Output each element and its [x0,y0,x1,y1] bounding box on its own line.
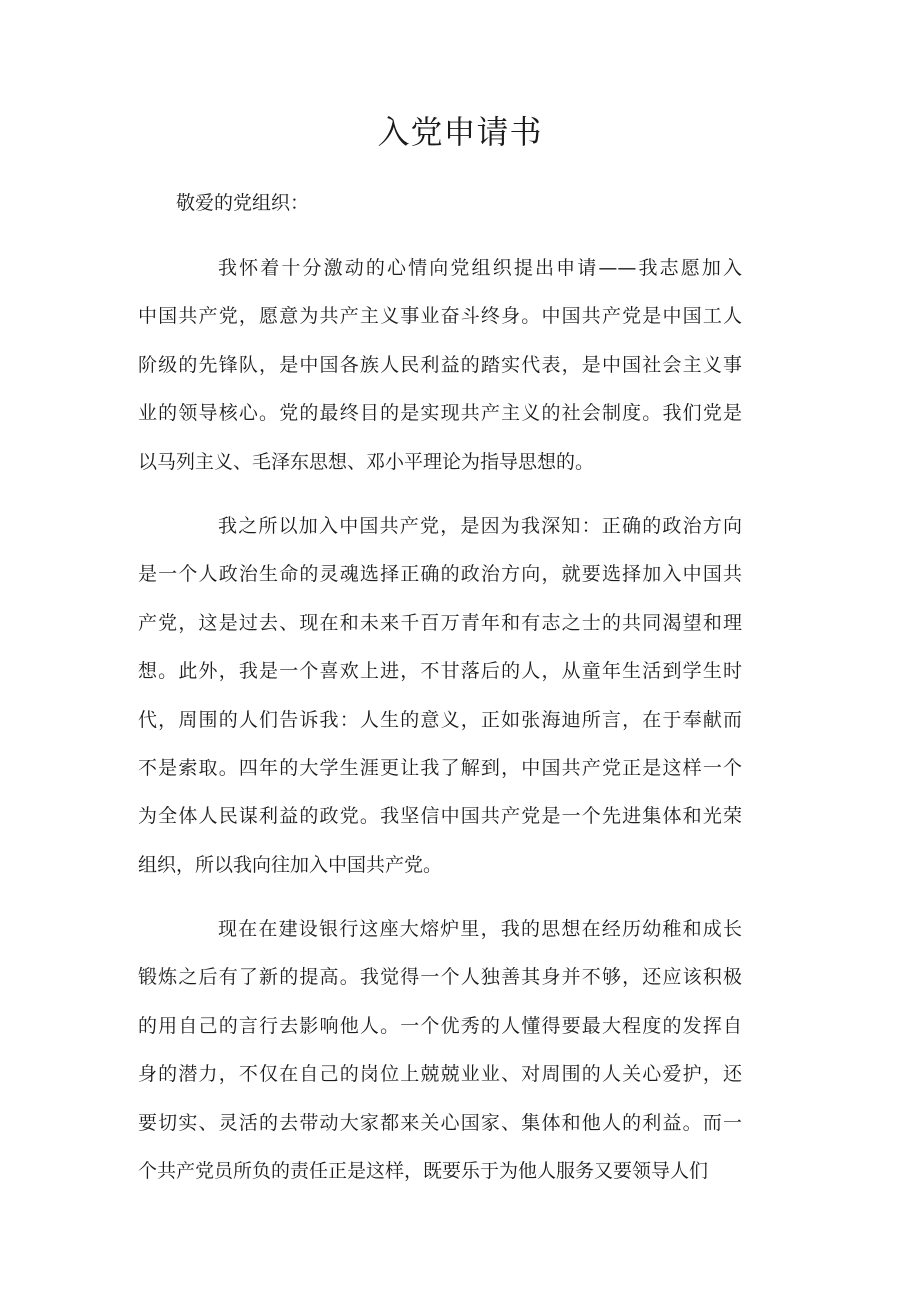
paragraph-2 [138,502,742,889]
paragraph-line: 组织，所以我向往加入中国共产党。 [138,853,443,876]
paragraph-line: 锻炼之后有了新的提高。我觉得一个人独善其身并不够，还应该积极 [138,966,742,989]
paragraph-line: 现在在建设银行这座大熔炉里，我的思想在经历幼稚和成长 [218,918,742,940]
paragraph-line: 要切实、灵活的去带动大家都来关心国家、集体和他人的利益。而一 [138,1111,742,1134]
paragraph-line: 代，周围的人们告诉我：人生的意义，正如张海迪所言，在于奉献而 [138,708,742,731]
paragraph-line: 业的领导核心。党的最终目的是实现共产主义的社会制度。我们党是 [138,402,742,425]
paragraph-line: 的用自己的言行去影响他人。一个优秀的人懂得要最大程度的发挥自 [138,1014,742,1037]
salutation: 敬爱的党组织： [176,192,310,214]
paragraph-line: 我之所以加入中国共产党，是因为我深知：正确的政治方向 [218,515,742,537]
paragraph-3 [138,905,742,1195]
paragraph-line: 我怀着十分激动的心情向党组织提出申请——我志愿加入 [218,257,742,279]
paragraph-line: 产党，这是过去、现在和未来千百万青年和有志之士的共同渴望和理 [138,611,742,634]
paragraph-line: 中国共产党，愿意为共产主义事业奋斗终身。中国共产党是中国工人 [138,305,742,328]
paragraph-line: 为全体人民谋利益的政党。我坚信中国共产党是一个先进集体和光荣 [138,805,742,828]
paragraph-1 [138,244,742,486]
paragraph-line: 个共产党员所负的责任正是这样，既要乐于为他人服务又要领导人们 [138,1159,709,1182]
paragraph-line: 想。此外，我是一个喜欢上进，不甘落后的人，从童年生活到学生时 [138,660,742,683]
paragraph-line: 以马列主义、毛泽东思想、邓小平理论为指导思想的。 [138,450,595,473]
paragraph-line: 阶级的先锋队，是中国各族人民利益的踏实代表，是中国社会主义事 [138,353,742,376]
paragraph-line: 身的潜力，不仅在自己的岗位上兢兢业业、对周围的人关心爱护，还 [138,1063,742,1086]
paragraph-line: 是一个人政治生命的灵魂选择正确的政治方向，就要选择加入中国共 [138,563,742,586]
paragraph-line: 不是索取。四年的大学生涯更让我了解到，中国共产党正是这样一个 [138,756,742,779]
document-title: 入党申请书 [377,113,543,151]
